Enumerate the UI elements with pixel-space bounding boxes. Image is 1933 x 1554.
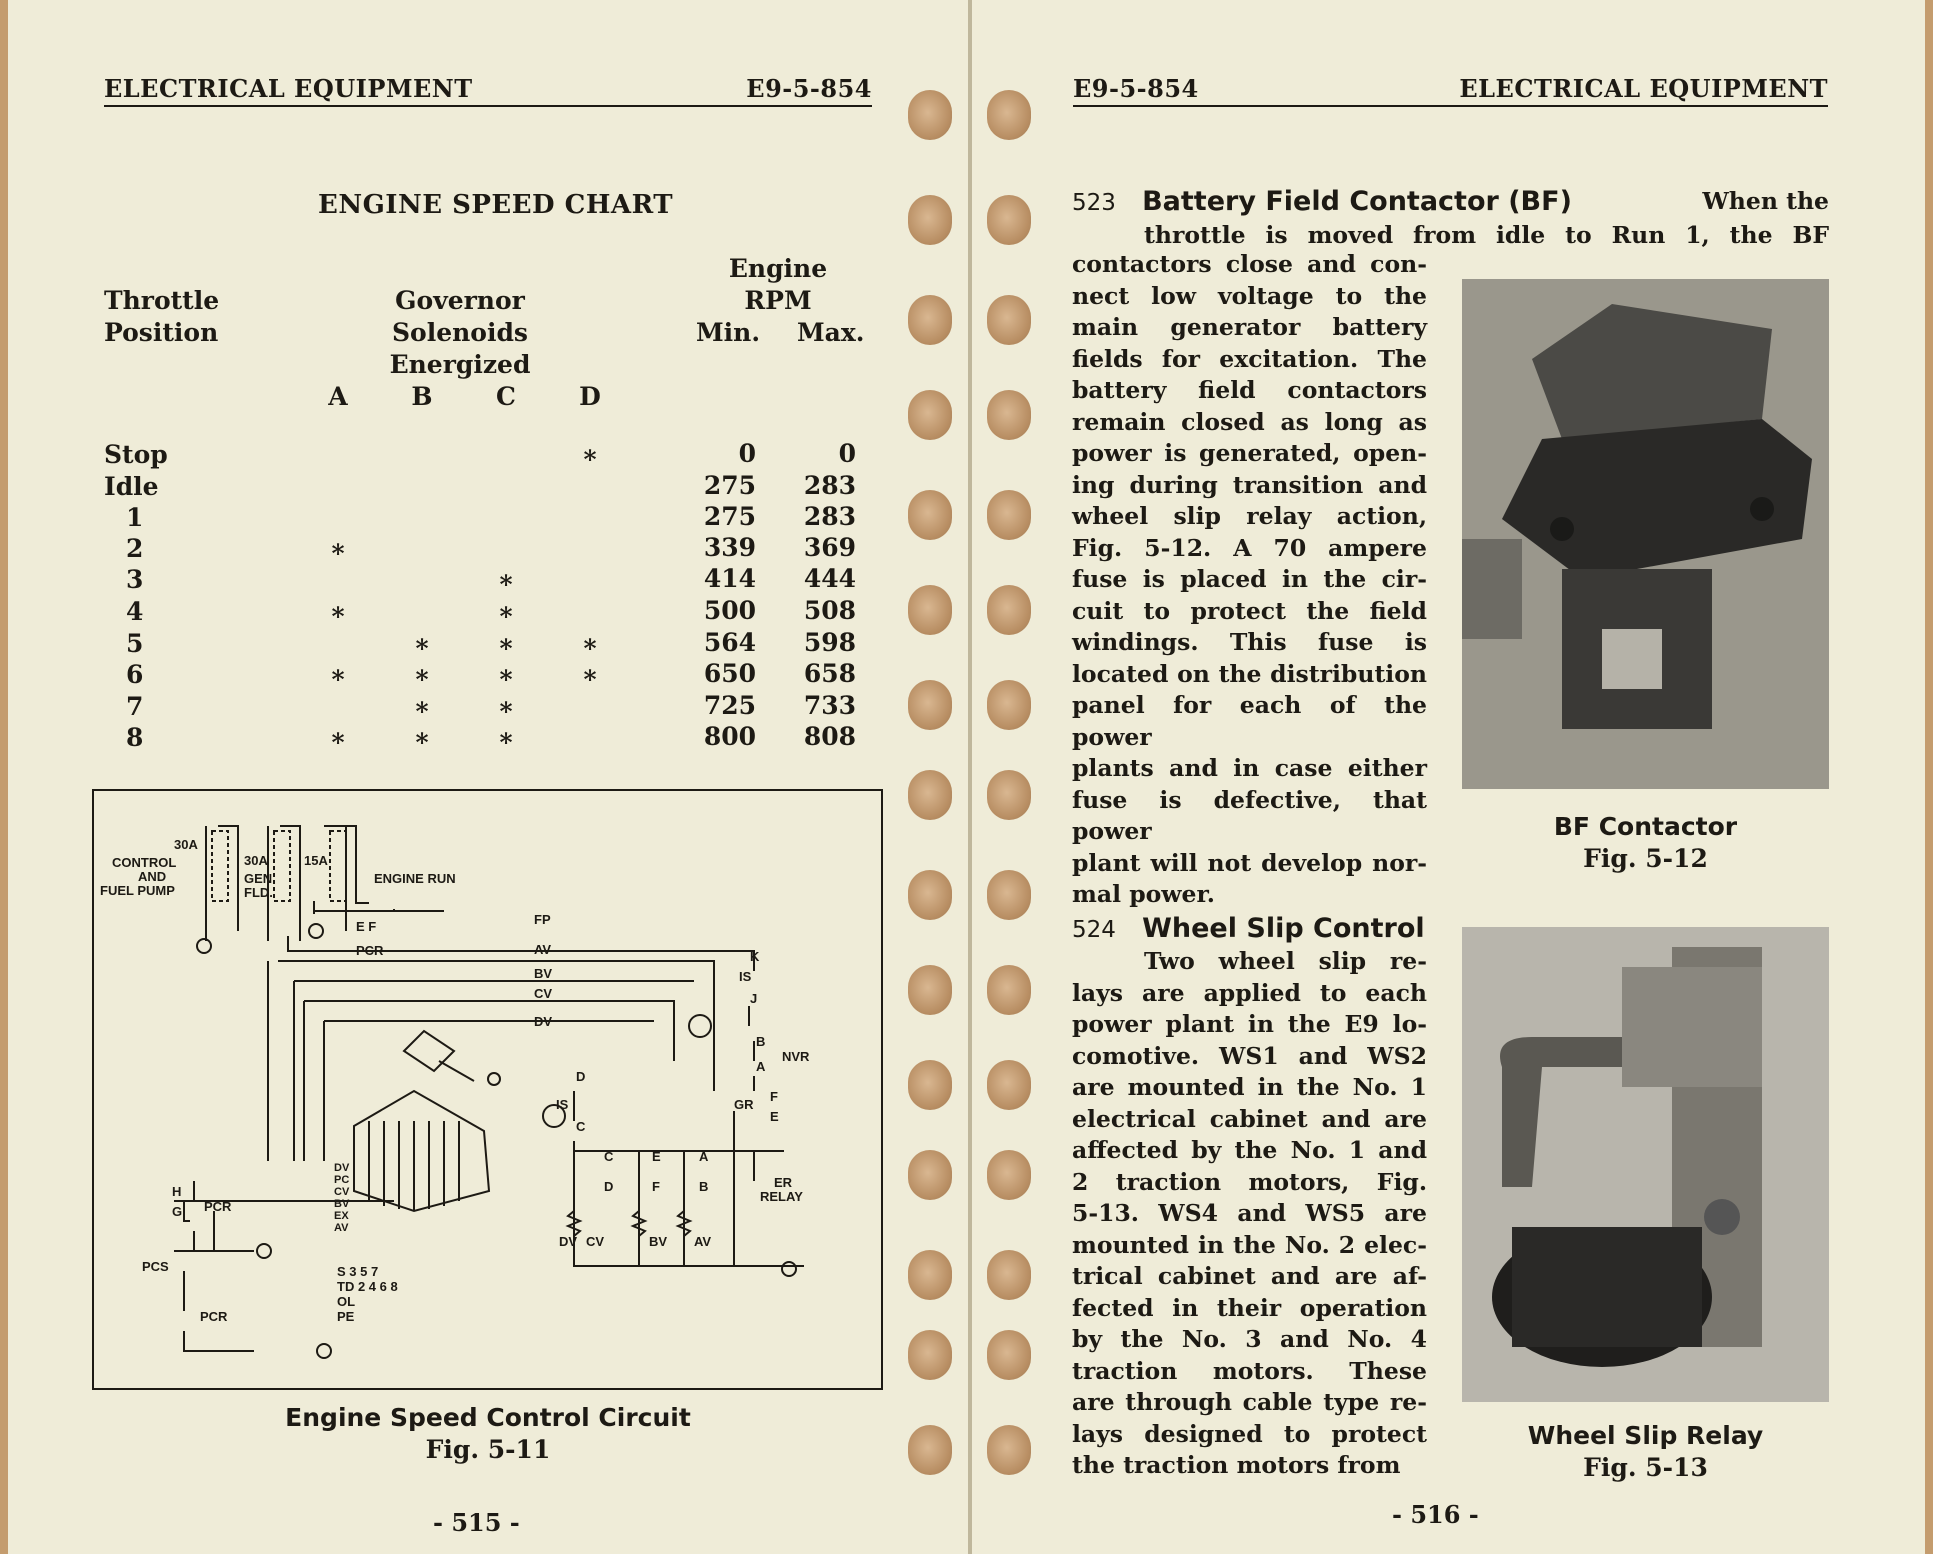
dg-av: AV [534, 942, 552, 957]
dg-and: AND [138, 869, 167, 884]
body-line: fected in their operation [1072, 1293, 1427, 1322]
body-line: power plant in the E9 lo- [1072, 1010, 1427, 1038]
section-524-body [1072, 946, 1427, 1482]
throttle-position: 6 [126, 660, 144, 689]
dg-f2: F [652, 1179, 660, 1194]
body-line: panel for each of the power [1072, 691, 1427, 751]
section-523-heading [1072, 186, 1572, 220]
dg-cv-res: CV [586, 1234, 605, 1249]
body-line: windings. This fuse is [1072, 628, 1427, 656]
solenoid-mark-c: * [499, 697, 513, 726]
solenoid-mark-b: * [415, 665, 429, 694]
dg-f: F [770, 1089, 778, 1104]
solenoid-mark-b: * [415, 728, 429, 757]
binding-hole [908, 1330, 952, 1380]
binding-hole [987, 1250, 1031, 1300]
body-line: Two wheel slip re- [1144, 947, 1427, 975]
dg-fld: FLD. [244, 885, 273, 900]
solenoid-mark-d: * [583, 445, 597, 474]
section-523-body [1072, 249, 1427, 911]
binding-hole [908, 585, 952, 635]
binding-hole [987, 90, 1031, 140]
dg-b2: B [699, 1179, 709, 1194]
binding-hole [987, 965, 1031, 1015]
rpm-max: 0 [838, 439, 856, 468]
bf-contactor-photo [1462, 279, 1829, 789]
dg-pcr-mid: PCR [204, 1199, 232, 1214]
rpm-min: 414 [703, 564, 756, 593]
section-524-number: 524 [1072, 917, 1116, 943]
solenoid-mark-b: * [415, 697, 429, 726]
body-line: by the No. 3 and No. 4 [1072, 1325, 1427, 1353]
rpm-max: 658 [803, 659, 856, 688]
col-throttle-line1: Throttle [104, 286, 220, 315]
body-line: mounted in the No. 2 elec- [1072, 1230, 1427, 1259]
body-line: are through cable type re- [1072, 1388, 1427, 1416]
dg-dv-res: DV [559, 1234, 578, 1249]
section-523-line2: throttle is moved from idle to Run 1, the BF [1144, 220, 1829, 249]
col-engine-line1: Engine [728, 254, 828, 283]
binding-hole [908, 680, 952, 730]
body-line: located on the distribution [1072, 659, 1427, 688]
dg-drum-foot2: TD 2 4 6 8 [337, 1279, 398, 1294]
body-line: plant will not develop nor- [1072, 848, 1427, 877]
dg-nvr: NVR [782, 1049, 810, 1064]
solenoid-mark-d: * [583, 634, 597, 663]
fig-5-12-title: BF Contactor [1553, 812, 1738, 841]
solenoid-mark-c: * [499, 665, 513, 694]
rpm-max: 508 [803, 596, 856, 625]
dg-d2: D [604, 1179, 614, 1194]
dg-fuse2: 30A [244, 853, 268, 868]
body-line: plants and in case either [1072, 754, 1427, 782]
binding-hole [908, 1425, 952, 1475]
dg-er: ER [774, 1175, 793, 1190]
dg-relay: RELAY [760, 1189, 803, 1204]
left-header-title: ELECTRICAL EQUIPMENT [104, 74, 473, 103]
body-line: contactors close and con- [1072, 250, 1427, 278]
dg-fuse1: 30A [174, 837, 198, 852]
body-line: Fig. 5-12. A 70 ampere [1072, 533, 1427, 562]
col-governor-line2: Solenoids Energized [389, 318, 531, 379]
binding-hole [987, 295, 1031, 345]
binding-hole [908, 1250, 952, 1300]
fig-5-13-title: Wheel Slip Relay [1527, 1421, 1764, 1450]
body-line: lays designed to protect [1072, 1419, 1427, 1448]
dg-drum-label-3: BV [334, 1198, 350, 1210]
solenoid-mark-a: * [331, 665, 345, 694]
body-line: remain closed as long as [1072, 407, 1427, 436]
body-line: fuse is placed in the cir- [1072, 565, 1427, 593]
col-engine-rpm [708, 253, 848, 317]
dg-pcs: PCS [142, 1259, 169, 1274]
body-line: mal power. [1072, 880, 1215, 908]
section-523 [1072, 186, 1829, 251]
right-header-code: E9-5-854 [1073, 74, 1199, 103]
binding-hole [908, 90, 952, 140]
body-line: traction motors. These [1072, 1356, 1427, 1385]
rpm-min: 339 [703, 533, 756, 562]
dg-a: A [756, 1059, 766, 1074]
solenoid-mark-c: * [499, 728, 513, 757]
rpm-min: 564 [703, 628, 756, 657]
binding-hole [908, 490, 952, 540]
section-523-lead: When the [1702, 187, 1829, 215]
throttle-position: 3 [126, 565, 144, 594]
throttle-position: Idle [104, 472, 159, 501]
throttle-position: Stop [104, 440, 168, 469]
left-page-number: - 515 - [433, 1508, 520, 1537]
fig-5-13-number: Fig. 5-13 [1583, 1453, 1708, 1482]
left-header-code: E9-5-854 [746, 74, 872, 103]
dg-gen: GEN. [244, 871, 276, 886]
body-line: affected by the No. 1 and [1072, 1136, 1427, 1164]
fig-5-11-number: Fig. 5-11 [425, 1435, 551, 1464]
rpm-max: 444 [803, 564, 856, 593]
rpm-max: 369 [803, 533, 856, 562]
binding-hole [908, 1150, 952, 1200]
rpm-min: 800 [703, 722, 756, 751]
body-line: battery field contactors [1072, 376, 1427, 404]
body-line: 5-13. WS4 and WS5 are [1072, 1199, 1427, 1227]
dg-h: H [172, 1184, 182, 1199]
body-line: 2 traction motors, Fig. [1072, 1167, 1427, 1196]
dg-control: CONTROL [112, 855, 177, 870]
right-page-number: - 516 - [1392, 1500, 1479, 1529]
body-line: the traction motors from [1072, 1451, 1401, 1479]
binding-hole [987, 585, 1031, 635]
dg-e: E [770, 1109, 779, 1124]
body-line: comotive. WS1 and WS2 [1072, 1041, 1427, 1070]
right-header-title: ELECTRICAL EQUIPMENT [1459, 74, 1828, 103]
wheel-slip-relay-photo [1462, 927, 1829, 1402]
dg-fp: FP [534, 912, 551, 927]
dg-drum-label-2: CV [334, 1186, 350, 1198]
col-min: Min. [696, 318, 761, 347]
dg-drum-label-0: DV [334, 1162, 350, 1174]
binding-hole [987, 1060, 1031, 1110]
rpm-min: 500 [703, 596, 756, 625]
rpm-min: 725 [703, 691, 756, 720]
solenoid-c: C [496, 382, 516, 411]
body-line: fields for excitation. The [1072, 344, 1427, 373]
dg-ol: OL [337, 1294, 356, 1309]
rpm-max: 733 [803, 691, 856, 720]
solenoid-mark-c: * [499, 602, 513, 631]
body-line: lays are applied to each [1072, 978, 1427, 1007]
body-line: nect low voltage to the [1072, 281, 1427, 310]
throttle-position: 5 [126, 629, 144, 658]
binding-hole [908, 195, 952, 245]
dg-drum-label-5: AV [334, 1222, 349, 1234]
body-line: power is generated, open- [1072, 439, 1427, 467]
body-line: fuse is defective, that power [1072, 785, 1427, 845]
section-523-number: 523 [1072, 190, 1116, 216]
dg-is1: IS [739, 969, 752, 984]
dg-av-res: AV [694, 1234, 712, 1249]
dg-bv: BV [534, 966, 553, 981]
col-throttle-line2: Position [104, 318, 219, 347]
left-page [8, 0, 968, 1554]
dg-pcr-top: PCR [356, 943, 384, 958]
body-line: ing during transition and [1072, 470, 1427, 499]
solenoid-mark-b: * [415, 634, 429, 663]
binding-hole [987, 870, 1031, 920]
dg-drum-label-1: PC [334, 1174, 350, 1186]
dg-cv: CV [534, 986, 553, 1001]
solenoid-mark-a: * [331, 539, 345, 568]
body-line: are mounted in the No. 1 [1072, 1073, 1427, 1101]
binding-hole [987, 1330, 1031, 1380]
binding-hole [987, 490, 1031, 540]
binding-hole [987, 770, 1031, 820]
binding-hole [908, 1060, 952, 1110]
right-page [972, 0, 1925, 1554]
dg-bv-res: BV [649, 1234, 668, 1249]
dg-engine-run: ENGINE RUN [374, 871, 456, 886]
rpm-max: 283 [803, 471, 856, 500]
rpm-min: 275 [703, 471, 756, 500]
rpm-min: 650 [703, 659, 756, 688]
col-max: Max. [797, 318, 865, 347]
fig-5-12-number: Fig. 5-12 [1583, 844, 1708, 873]
dg-drum-label-4: EX [334, 1210, 349, 1222]
throttle-position: 7 [126, 692, 144, 721]
throttle-position: 4 [126, 597, 144, 626]
binding-hole [908, 965, 952, 1015]
solenoid-b: B [411, 382, 433, 411]
binding-hole [908, 870, 952, 920]
rpm-max: 598 [803, 628, 856, 657]
section-524 [1072, 913, 1452, 947]
dg-c: C [576, 1119, 586, 1134]
fig-5-12-caption [1462, 811, 1829, 875]
throttle-position: 2 [126, 534, 144, 563]
binding-hole [908, 390, 952, 440]
body-line: main generator battery [1072, 313, 1427, 341]
binding-hole [987, 1150, 1031, 1200]
dg-k: K [750, 949, 760, 964]
dg-e2: E [652, 1149, 661, 1164]
dg-pe: PE [337, 1309, 355, 1324]
col-throttle [104, 285, 219, 349]
dg-drum-foot: S 3 5 7 [337, 1264, 379, 1279]
dg-b: B [756, 1034, 766, 1049]
rpm-min: 0 [738, 439, 756, 468]
throttle-position: 8 [126, 723, 144, 752]
fig-5-11-title: Engine Speed Control Circuit [285, 1403, 691, 1432]
left-header [104, 74, 872, 107]
rpm-max: 283 [803, 502, 856, 531]
binding-hole [987, 680, 1031, 730]
dg-dv: DV [534, 1014, 553, 1029]
right-header [1073, 74, 1828, 107]
rpm-min: 275 [703, 502, 756, 531]
throttle-position: 1 [126, 503, 144, 532]
section-523-title: Battery Field Contactor (BF) [1142, 186, 1572, 217]
dg-gr: GR [734, 1097, 754, 1112]
col-governor [320, 285, 600, 381]
body-line: electrical cabinet and are [1072, 1104, 1427, 1133]
col-engine-line2: RPM [744, 286, 812, 315]
section-524-heading [1072, 913, 1452, 947]
solenoid-mark-d: * [583, 665, 597, 694]
section-524-title: Wheel Slip Control [1142, 913, 1425, 944]
section-523-head [1072, 186, 1829, 220]
binding-hole [987, 1425, 1031, 1475]
fig-5-13-caption [1462, 1420, 1829, 1484]
dg-pcr-low: PCR [200, 1309, 228, 1324]
body-line: trical cabinet and are af- [1072, 1262, 1427, 1290]
dg-d: D [576, 1069, 586, 1084]
rpm-max: 808 [803, 722, 856, 751]
solenoid-a: A [328, 382, 348, 411]
solenoid-mark-a: * [331, 728, 345, 757]
binding-hole [908, 295, 952, 345]
solenoid-mark-c: * [499, 634, 513, 663]
circuit-diagram [92, 789, 883, 1390]
dg-j: J [750, 991, 758, 1006]
dg-a2: A [699, 1149, 709, 1164]
dg-is2: IS [556, 1097, 569, 1112]
binding-hole [987, 195, 1031, 245]
solenoid-mark-c: * [499, 570, 513, 599]
dg-ef: E F [356, 919, 377, 934]
binding-hole [908, 770, 952, 820]
body-line: wheel slip relay action, [1072, 502, 1427, 530]
body-line: cuit to protect the field [1072, 596, 1427, 625]
solenoid-mark-a: * [331, 602, 345, 631]
solenoid-d: D [579, 382, 601, 411]
binding-hole [987, 390, 1031, 440]
dg-fuel-pump: FUEL PUMP [100, 883, 175, 898]
col-governor-line1: Governor [395, 286, 525, 315]
dg-c2: C [604, 1149, 614, 1164]
dg-g: G [172, 1204, 183, 1219]
fig-5-11-caption [208, 1402, 768, 1466]
dg-fuse3: 15A [304, 853, 328, 868]
chart-title: ENGINE SPEED CHART [318, 190, 674, 220]
